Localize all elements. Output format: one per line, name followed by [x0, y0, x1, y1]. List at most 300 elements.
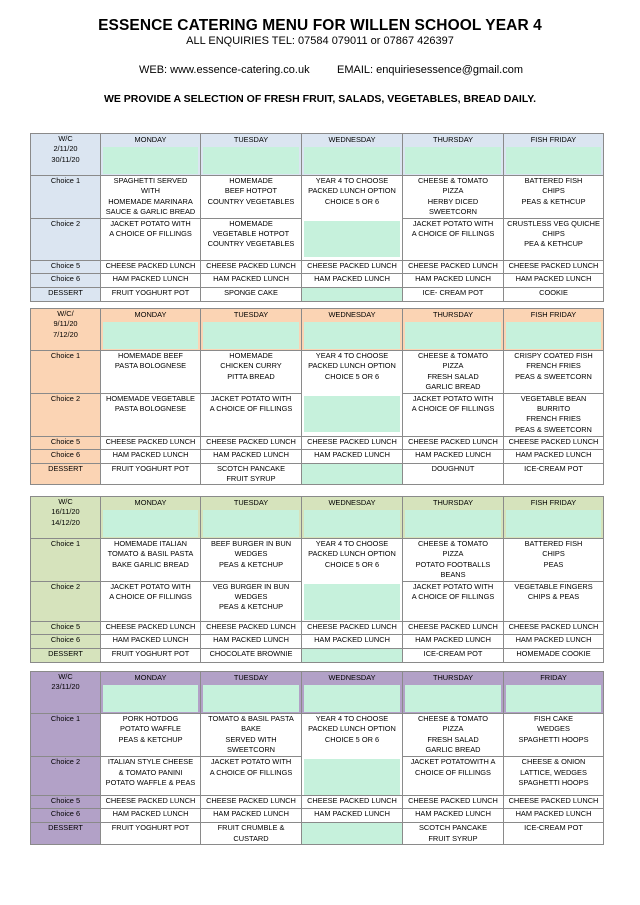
packed-lunch-cell — [201, 436, 302, 449]
dessert-cell — [504, 287, 604, 301]
menu-item-line: HAM PACKED LUNCH — [112, 449, 189, 459]
menu-item-line: HAM PACKED LUNCH — [314, 273, 390, 283]
menu-item-line: SERVED WITH — [225, 734, 277, 744]
menu-item-line: CHEESE PACKED LUNCH — [408, 260, 498, 270]
day-name: FRIDAY — [540, 673, 567, 682]
row-label-choice5 — [31, 796, 101, 809]
menu-item-line: CHIPS & PEAS — [527, 592, 580, 602]
menu-item-line: JACKET POTATO WITH — [210, 757, 292, 767]
meal-cell — [403, 176, 504, 219]
day-name: TUESDAY — [233, 673, 269, 682]
meal-cell — [504, 757, 604, 796]
menu-item-line: JACKET POTATO WITH — [412, 218, 494, 228]
menu-item-line: FRUIT SYRUP — [428, 833, 478, 843]
menu-item-line: CHOICE 5 OR 6 — [324, 371, 380, 381]
meal-cell — [504, 714, 604, 757]
menu-item-line: YEAR 4 TO CHOOSE — [315, 351, 389, 360]
packed-lunch-cell — [302, 621, 403, 634]
dessert-cell — [302, 287, 403, 301]
menu-item-line: SWEETCORN — [226, 745, 276, 755]
row-label-text: Choice 6 — [50, 449, 81, 459]
meal-cell — [403, 393, 504, 436]
menu-item-line: CHIPS — [542, 229, 565, 239]
menu-item-line: BEANS — [440, 570, 466, 580]
menu-item-line: CHEESE PACKED LUNCH — [408, 436, 498, 446]
row-label-choice2 — [31, 393, 101, 436]
packed-lunch-cell — [403, 273, 504, 287]
menu-item-line: PEAS & KETCHUP — [218, 559, 284, 569]
packed-lunch-cell — [201, 809, 302, 823]
menu-item-line: CHEESE PACKED LUNCH — [307, 436, 397, 446]
packed-lunch-cell — [504, 260, 604, 273]
menu-item-line: JACKET POTATO WITH — [210, 393, 292, 403]
menu-item-line: A CHOICE OF FILLINGS — [411, 229, 495, 239]
menu-item-line: FRENCH FRIES — [526, 414, 581, 424]
row-label-text: Choice 1 — [50, 539, 81, 548]
dessert-cell — [101, 648, 201, 662]
menu-item-line: HOMEMADE VEGETABLE — [106, 393, 195, 403]
menu-item-line: PEAS & KETHCUP — [521, 196, 586, 206]
menu-item-line: CHEESE & TOMATO — [417, 176, 489, 185]
menu-item-line: SWEETCORN — [428, 207, 478, 217]
meal-cell — [403, 714, 504, 757]
packed-lunch-cell — [403, 621, 504, 634]
menu-item-line: FISH CAKE — [533, 714, 573, 723]
day-header-thursday — [403, 309, 504, 351]
packed-lunch-cell — [504, 796, 604, 809]
menu-item-line: POTATO WAFFLE & PEAS — [105, 778, 196, 788]
mint-band — [304, 147, 400, 174]
packed-lunch-note — [302, 714, 402, 745]
menu-item-line: JACKET POTATOWITH A — [410, 757, 496, 767]
packed-lunch-cell — [302, 796, 403, 809]
menu-item-line: A CHOICE OF FILLINGS — [109, 229, 192, 239]
packed-lunch-cell — [403, 436, 504, 449]
packed-lunch-note — [302, 539, 402, 570]
menu-item-line: FRUIT CRUMBLE & — [217, 823, 285, 833]
menu-item-line: CHICKEN CURRY — [220, 361, 282, 371]
menu-item-line: CHEESE PACKED LUNCH — [307, 621, 397, 631]
meal-cell — [504, 218, 604, 260]
menu-item-line: POTATO WAFFLE — [120, 724, 181, 734]
row-label-choice5 — [31, 621, 101, 634]
menu-item-line: HOMEMADE — [229, 351, 273, 360]
row-label-text: Choice 5 — [50, 621, 81, 631]
menu-item-line: CHEESE PACKED LUNCH — [508, 260, 599, 270]
menu-item-line: FRUIT SYRUP — [226, 474, 276, 484]
mint-band — [304, 584, 400, 620]
packed-lunch-cell — [302, 260, 403, 273]
menu-item-line: PIZZA — [442, 361, 464, 371]
menu-item-line: CHEESE & TOMATO — [417, 351, 489, 360]
menu-item-line: A CHOICE OF FILLINGS — [411, 592, 495, 602]
day-name: WEDNESDAY — [328, 673, 376, 682]
menu-item-line: SCOTCH PANCAKE — [418, 823, 488, 833]
row-label-text: DESSERT — [48, 287, 83, 297]
row-label-choice6 — [31, 634, 101, 648]
menu-item-line: HAM PACKED LUNCH — [415, 634, 491, 644]
row-label-text: Choice 6 — [50, 809, 81, 819]
dessert-cell — [101, 287, 201, 301]
day-header-wednesday — [302, 309, 403, 351]
day-name: THURSDAY — [432, 673, 474, 682]
menu-item-line: HAM PACKED LUNCH — [213, 809, 289, 819]
meal-cell — [101, 351, 201, 394]
day-name: FISH FRIDAY — [530, 135, 577, 144]
day-header-tuesday — [201, 672, 302, 714]
packed-lunch-note — [302, 351, 402, 382]
day-name: WEDNESDAY — [328, 310, 376, 319]
menu-item-line: & TOMATO PANINI — [118, 767, 183, 777]
menu-item-line: CHEESE PACKED LUNCH — [508, 621, 599, 631]
day-header-friday — [504, 672, 604, 714]
menu-item-line: CRISPY COATED FISH — [514, 351, 593, 360]
menu-item-line: CHEESE & ONION — [521, 757, 586, 767]
menu-item-line: BATTERED FISH — [524, 539, 583, 548]
menu-item-line: HAM PACKED LUNCH — [213, 273, 289, 283]
mint-band — [103, 510, 198, 537]
row-label-text: Choice 5 — [50, 260, 81, 270]
menu-item-line: PIZZA — [442, 186, 464, 196]
mint-band — [103, 685, 198, 712]
week-date: 2/11/20 — [53, 144, 78, 154]
menu-item-line: WEDGES — [537, 724, 570, 734]
packed-lunch-cell — [201, 260, 302, 273]
menu-item-line: TOMATO & BASIL PASTA — [107, 549, 194, 559]
menu-item-line: PEAS & KETCHUP — [118, 734, 183, 744]
dessert-cell — [201, 823, 302, 845]
meal-cell — [403, 757, 504, 796]
meal-cell — [201, 714, 302, 757]
menu-item-line: HOMEMADE COOKIE — [516, 648, 591, 658]
meal-cell — [101, 581, 201, 621]
packed-lunch-cell — [302, 809, 403, 823]
menu-item-line: CHEESE PACKED LUNCH — [206, 796, 296, 806]
packed-lunch-cell — [504, 809, 604, 823]
menu-item-line: PACKED LUNCH OPTION — [308, 724, 396, 734]
meal-cell — [101, 218, 201, 260]
menu-item-line: BEEF HOTPOT — [224, 186, 278, 196]
week-table-3 — [30, 496, 604, 663]
packed-lunch-cell — [403, 260, 504, 273]
menu-item-line: VEGETABLE FINGERS — [514, 581, 593, 591]
menu-item-line: VEG BURGER IN BUN — [212, 581, 290, 591]
meal-cell — [504, 539, 604, 582]
day-header-tuesday — [201, 309, 302, 351]
week-table-4 — [30, 671, 604, 845]
packed-lunch-cell — [403, 809, 504, 823]
wednesday-packed-lunch-note — [302, 176, 403, 261]
menu-item-line: HAM PACKED LUNCH — [515, 273, 592, 283]
mint-band — [203, 510, 299, 537]
mint-band — [103, 322, 198, 349]
menu-item-line: ICE- CREAM POT — [422, 287, 484, 297]
mint-band — [405, 510, 501, 537]
dessert-cell — [101, 463, 201, 485]
menu-item-line: HAM PACKED LUNCH — [415, 809, 491, 819]
menu-item-line: HOMEMADE MARINARA — [108, 196, 193, 206]
menu-item-line: CHEESE PACKED LUNCH — [105, 796, 196, 806]
menu-item-line: FRESH SALAD — [427, 371, 479, 381]
menu-item-line: FRUIT YOGHURT POT — [111, 648, 190, 658]
row-label-dessert — [31, 463, 101, 485]
row-label-text: Choice 2 — [50, 581, 81, 591]
menu-item-line: HAM PACKED LUNCH — [112, 273, 189, 283]
day-name: MONDAY — [134, 498, 167, 507]
menu-item-line: SPAGHETTI SERVED — [113, 176, 188, 185]
row-label-choice5 — [31, 260, 101, 273]
menu-item-line: HAM PACKED LUNCH — [515, 809, 592, 819]
enquiries-phone: ALL ENQUIRIES TEL: 07584 079011 or 07867 426397 — [186, 35, 454, 47]
menu-item-line: SCOTCH PANCAKE — [216, 463, 286, 473]
day-name: FISH FRIDAY — [530, 310, 577, 319]
menu-item-line: CHEESE PACKED LUNCH — [105, 621, 196, 631]
row-label-text: Choice 5 — [50, 796, 81, 806]
menu-item-line: GARLIC BREAD — [425, 745, 481, 755]
mint-band — [103, 147, 198, 174]
menu-item-line: CHEESE PACKED LUNCH — [307, 796, 397, 806]
menu-item-line: JACKET POTATO WITH — [110, 581, 191, 591]
menu-item-line: PITTA BREAD — [227, 371, 275, 381]
day-name: WEDNESDAY — [328, 498, 376, 507]
day-name: THURSDAY — [432, 310, 474, 319]
week-date: W/C — [58, 672, 73, 681]
week-date: W/C — [58, 497, 73, 506]
row-label-choice6 — [31, 449, 101, 463]
menu-item-line: FRENCH FRIES — [526, 361, 581, 371]
day-name: TUESDAY — [233, 310, 269, 319]
menu-item-line: CHEESE PACKED LUNCH — [105, 436, 196, 446]
row-label-choice1 — [31, 539, 101, 582]
menu-item-line: SAUCE & GARLIC BREAD — [105, 207, 196, 217]
menu-item-line: HAM PACKED LUNCH — [112, 809, 189, 819]
menu-item-line: ICE-CREAM POT — [524, 823, 583, 833]
menu-item-line: YEAR 4 TO CHOOSE — [315, 539, 389, 548]
mint-band — [506, 685, 601, 712]
packed-lunch-cell — [504, 621, 604, 634]
week-date: 7/12/20 — [53, 329, 78, 339]
menu-title: ESSENCE CATERING MENU FOR WILLEN SCHOOL YEAR 4 — [98, 17, 542, 34]
day-header-wednesday — [302, 134, 403, 176]
row-label-text: DESSERT — [48, 463, 83, 473]
meal-cell — [201, 581, 302, 621]
packed-lunch-cell — [101, 260, 201, 273]
menu-item-line: JACKET POTATO WITH — [412, 393, 494, 403]
menu-item-line: HAM PACKED LUNCH — [213, 634, 289, 644]
menu-item-line: CHEESE PACKED LUNCH — [408, 796, 498, 806]
menu-item-line: A CHOICE OF FILLINGS — [411, 404, 495, 414]
meal-cell — [403, 539, 504, 582]
row-label-text: Choice 1 — [50, 351, 81, 360]
menu-item-line: HOMEMADE BEEF — [118, 351, 183, 360]
menu-item-line: A CHOICE OF FILLINGS — [109, 592, 192, 602]
dessert-cell — [101, 823, 201, 845]
row-label-choice2 — [31, 581, 101, 621]
row-label-dessert — [31, 823, 101, 845]
meal-cell — [201, 351, 302, 394]
day-name: MONDAY — [134, 673, 167, 682]
week-commencing-cell — [31, 309, 101, 351]
row-label-dessert — [31, 287, 101, 301]
mint-band — [506, 510, 601, 537]
menu-item-line: PIZZA — [442, 549, 464, 559]
menu-item-line: CHEESE PACKED LUNCH — [508, 796, 599, 806]
day-header-thursday — [403, 134, 504, 176]
meal-cell — [101, 757, 201, 796]
menu-item-line: BURRITO — [536, 404, 571, 414]
menu-item-line: HAM PACKED LUNCH — [213, 449, 289, 459]
dessert-cell — [201, 648, 302, 662]
week-date: W/C/ — [57, 309, 74, 318]
menu-item-line: BAKE GARLIC BREAD — [112, 559, 189, 569]
packed-lunch-cell — [201, 273, 302, 287]
menu-item-line: HERBY DICED — [427, 196, 479, 206]
menu-item-line: GARLIC BREAD — [425, 382, 481, 392]
packed-lunch-cell — [504, 436, 604, 449]
menu-item-line: CHEESE & TOMATO — [417, 714, 489, 723]
dessert-cell — [403, 648, 504, 662]
row-label-dessert — [31, 648, 101, 662]
menu-item-line: HAM PACKED LUNCH — [314, 809, 390, 819]
menu-item-line: LATTICE, WEDGES — [520, 767, 587, 777]
row-label-text: Choice 5 — [50, 436, 81, 446]
packed-lunch-cell — [504, 273, 604, 287]
row-label-choice6 — [31, 273, 101, 287]
menu-item-line: PEA & KETHCUP — [524, 239, 583, 249]
menu-item-line: BAKE — [241, 724, 261, 734]
menu-item-line: JACKET POTATO WITH — [110, 218, 191, 228]
menu-item-line: PACKED LUNCH OPTION — [308, 549, 396, 559]
mint-band — [304, 396, 400, 432]
meal-cell — [403, 581, 504, 621]
menu-item-line: CHOICE 5 OR 6 — [324, 559, 380, 569]
dessert-cell — [201, 463, 302, 485]
week-commencing-cell — [31, 497, 101, 539]
menu-item-line: HAM PACKED LUNCH — [415, 273, 491, 283]
menu-item-line: CHOICE 5 OR 6 — [324, 734, 380, 744]
packed-lunch-cell — [201, 796, 302, 809]
menu-item-line: FRUIT YOGHURT POT — [111, 287, 190, 297]
menu-item-line: PEAS & KETCHUP — [218, 602, 284, 612]
menu-item-line: A CHOICE OF FILLINGS — [209, 767, 293, 777]
week-date: 23/11/20 — [51, 682, 80, 692]
dessert-cell — [302, 823, 403, 845]
menu-item-line: PASTA BOLOGNESE — [114, 361, 187, 371]
row-label-choice1 — [31, 176, 101, 219]
meal-cell — [403, 218, 504, 260]
menu-item-line: PEAS & SWEETCORN — [515, 424, 592, 434]
menu-item-line: VEGETABLE BEAN — [520, 393, 587, 403]
week-date: 30/11/20 — [51, 154, 80, 164]
mint-band — [304, 510, 400, 537]
email-link[interactable]: EMAIL: enquiriesessence@gmail.com — [337, 64, 524, 76]
row-label-choice5 — [31, 436, 101, 449]
meal-cell — [403, 351, 504, 394]
day-header-wednesday — [302, 672, 403, 714]
day-header-monday — [101, 672, 201, 714]
menu-item-line: BEEF BURGER IN BUN — [210, 539, 292, 548]
fresh-food-notice: WE PROVIDE A SELECTION OF FRESH FRUIT, SALADS, VEGETABLES, BREAD DAILY. — [103, 93, 537, 105]
week-commencing-cell — [31, 672, 101, 714]
mint-band — [304, 221, 400, 257]
packed-lunch-cell — [101, 634, 201, 648]
menu-item-line: CHIPS — [542, 186, 565, 196]
menu-item-line: HAM PACKED LUNCH — [314, 634, 390, 644]
meal-cell — [201, 176, 302, 219]
wednesday-packed-lunch-note — [302, 351, 403, 437]
row-label-choice1 — [31, 714, 101, 757]
menu-item-line: PEAS — [543, 559, 564, 569]
dessert-cell — [403, 287, 504, 301]
packed-lunch-cell — [201, 634, 302, 648]
mint-band — [405, 147, 501, 174]
menu-item-line: WITH — [141, 186, 160, 196]
menu-item-line: HOMEMADE ITALIAN — [114, 539, 187, 548]
meal-cell — [101, 393, 201, 436]
menu-item-line: FRUIT YOGHURT POT — [111, 463, 190, 473]
meal-cell — [504, 176, 604, 219]
day-header-wednesday — [302, 497, 403, 539]
day-header-fish-friday — [504, 134, 604, 176]
mint-band — [203, 322, 299, 349]
menu-item-line: PACKED LUNCH OPTION — [308, 361, 396, 371]
menu-item-line: HOMEMADE — [229, 218, 273, 228]
week-commencing-cell — [31, 134, 101, 176]
dessert-cell — [504, 648, 604, 662]
mint-band — [304, 322, 400, 349]
packed-lunch-cell — [302, 436, 403, 449]
meal-cell — [101, 176, 201, 219]
row-label-text: DESSERT — [48, 823, 83, 833]
menu-item-line: CHEESE PACKED LUNCH — [508, 436, 599, 446]
menu-item-line: HAM PACKED LUNCH — [314, 449, 390, 459]
menu-item-line: PIZZA — [442, 724, 464, 734]
menu-item-line: CHOCOLATE BROWNIE — [209, 648, 293, 658]
menu-item-line: DOUGHNUT — [431, 463, 475, 473]
menu-item-line: SPAGHETTI HOOPS — [518, 778, 589, 788]
menu-item-line: PEAS & SWEETCORN — [515, 371, 592, 381]
menu-item-line: ITALIAN STYLE CHEESE — [107, 757, 194, 767]
dessert-cell — [403, 463, 504, 485]
packed-lunch-cell — [101, 436, 201, 449]
dessert-cell — [302, 463, 403, 485]
menu-item-line: VEGETABLE HOTPOT — [212, 229, 290, 239]
menu-item-line: HAM PACKED LUNCH — [515, 449, 592, 459]
menu-item-line: YEAR 4 TO CHOOSE — [315, 176, 389, 185]
packed-lunch-cell — [504, 449, 604, 463]
meal-cell — [101, 714, 201, 757]
packed-lunch-cell — [101, 809, 201, 823]
packed-lunch-cell — [101, 796, 201, 809]
menu-item-line: COUNTRY VEGETABLES — [207, 196, 295, 206]
menu-item-line: FRUIT YOGHURT POT — [111, 823, 190, 833]
menu-item-line: CHOICE OF FILLINGS — [415, 767, 491, 777]
packed-lunch-cell — [403, 796, 504, 809]
menu-item-line: ICE-CREAM POT — [423, 648, 483, 658]
menu-item-line: HAM PACKED LUNCH — [515, 634, 592, 644]
menu-item-line: PORK HOTDOG — [122, 714, 179, 723]
row-label-text: Choice 1 — [50, 176, 81, 185]
menu-item-line: YEAR 4 TO CHOOSE — [315, 714, 389, 723]
menu-item-line: CHEESE PACKED LUNCH — [307, 260, 397, 270]
dessert-cell — [504, 463, 604, 485]
week-date: 16/11/20 — [51, 507, 80, 517]
row-label-text: Choice 6 — [50, 634, 81, 644]
dessert-cell — [403, 823, 504, 845]
dessert-cell — [302, 648, 403, 662]
website-link[interactable]: WEB: www.essence-catering.co.uk — [139, 64, 310, 76]
day-header-monday — [101, 309, 201, 351]
